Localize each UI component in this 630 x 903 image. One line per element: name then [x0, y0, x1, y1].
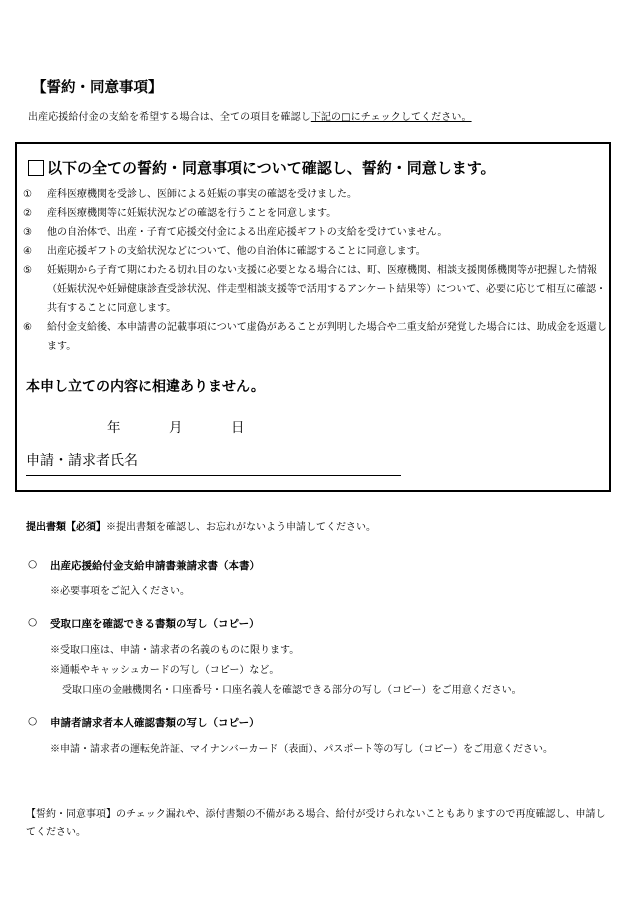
agreement-checkbox[interactable]	[28, 160, 44, 176]
item-text: 産科医療機関等に妊娠状況などの確認を行うことを同意します。	[47, 208, 337, 219]
document-item-2-note: ※受取口座は、申請・請求者の名義のものに限ります。	[50, 645, 300, 656]
intro-text-main: 出産応援給付金の支給を希望する場合は、全ての項目を確認し	[28, 112, 311, 123]
item-number: ②	[23, 208, 32, 219]
date-month-label: 月	[169, 420, 183, 436]
document-item-1	[28, 558, 260, 573]
document-item-2	[28, 616, 260, 631]
document-item-2-note: 受取口座の金融機関名・口座番号・口座名義人を確認できる部分の写し（コピー）をご用意ください。	[62, 685, 522, 696]
agreement-checkbox-label: 以下の全ての誓約・同意事項について確認し、誓約・同意します。	[47, 159, 496, 177]
bullet-circle-icon: ○	[28, 558, 38, 570]
date-year-label: 年	[107, 420, 121, 436]
bullet-circle-icon: ○	[28, 715, 38, 727]
documents-header-note: ※提出書類を確認し、お忘れがないよう申請してください。	[106, 522, 376, 533]
item-text: 出産応援ギフトの支給状況などについて、他の自治体に確認することに同意します。	[47, 246, 426, 257]
intro-text	[28, 108, 472, 123]
document-item-3-note: ※申請・請求者の運転免許証、マイナンバーカード（表面）、パスポート等の写し（コピー）をご用意ください。	[50, 744, 553, 755]
document-item-2-label: 受取口座を確認できる書類の写し（コピー）	[50, 618, 260, 630]
agreement-box	[15, 142, 611, 492]
item-text: 他の自治体で、出産・子育て応援交付金による出産応援ギフトの支給を受けていません。	[47, 227, 448, 238]
document-item-3-label: 申請者請求者本人確認書類の写し（コピー）	[50, 717, 260, 729]
confirmation-statement: 本申し立ての内容に相違ありません。	[26, 379, 265, 395]
document-item-3	[28, 715, 260, 730]
applicant-name-field[interactable]	[26, 450, 401, 476]
date-day-label: 日	[231, 420, 245, 436]
agreement-item	[23, 223, 613, 242]
section-title: 【誓約・同意事項】	[32, 79, 163, 96]
agreement-items	[23, 185, 613, 356]
item-text: 妊娠期から子育て期にわたる切れ目のない支援に必要となる場合には、町、医療機関、相談支援関係機関等が把握した情報（妊娠状況や妊婦健康診査受診状況、伴走型相談支援等で活用するアンケート結果等）について、必要に応じて相互に確認・共有することに同意します。	[47, 265, 606, 314]
agreement-item	[23, 204, 613, 223]
applicant-name-label: 申請・請求者氏名	[26, 453, 138, 469]
agreement-header	[28, 157, 496, 178]
item-number: ①	[23, 189, 32, 200]
intro-text-underlined: 下記の□にチェックしてください。	[310, 112, 472, 123]
document-item-2-note: ※通帳やキャッシュカードの写し（コピー）など。	[50, 665, 280, 676]
item-number: ④	[23, 246, 32, 257]
documents-header	[26, 518, 376, 533]
agreement-item	[23, 185, 613, 204]
footer-note: 【誓約・同意事項】のチェック漏れや、添付書類の不備がある場合、給付が受けられないこともありますので再度確認し、申請してください。	[26, 809, 606, 838]
document-item-1-note: ※必要事項をご記入ください。	[50, 586, 190, 597]
item-text: 給付金支給後、本申請書の記載事項について虚偽があることが判明した場合や二重支給が発覚した場合には、助成金を返還します。	[47, 322, 607, 352]
item-number: ⑤	[23, 265, 32, 276]
documents-header-required: 提出書類【必須】	[26, 522, 106, 533]
bullet-circle-icon: ○	[28, 616, 38, 628]
agreement-item	[23, 242, 613, 261]
agreement-item	[23, 261, 613, 318]
item-number: ⑥	[23, 322, 32, 333]
document-item-1-label: 出産応援給付金支給申請書兼請求書（本書）	[50, 560, 260, 572]
item-number: ③	[23, 227, 32, 238]
agreement-item	[23, 318, 613, 356]
item-text: 産科医療機関を受診し、医師による妊娠の事実の確認を受けました。	[47, 189, 357, 200]
